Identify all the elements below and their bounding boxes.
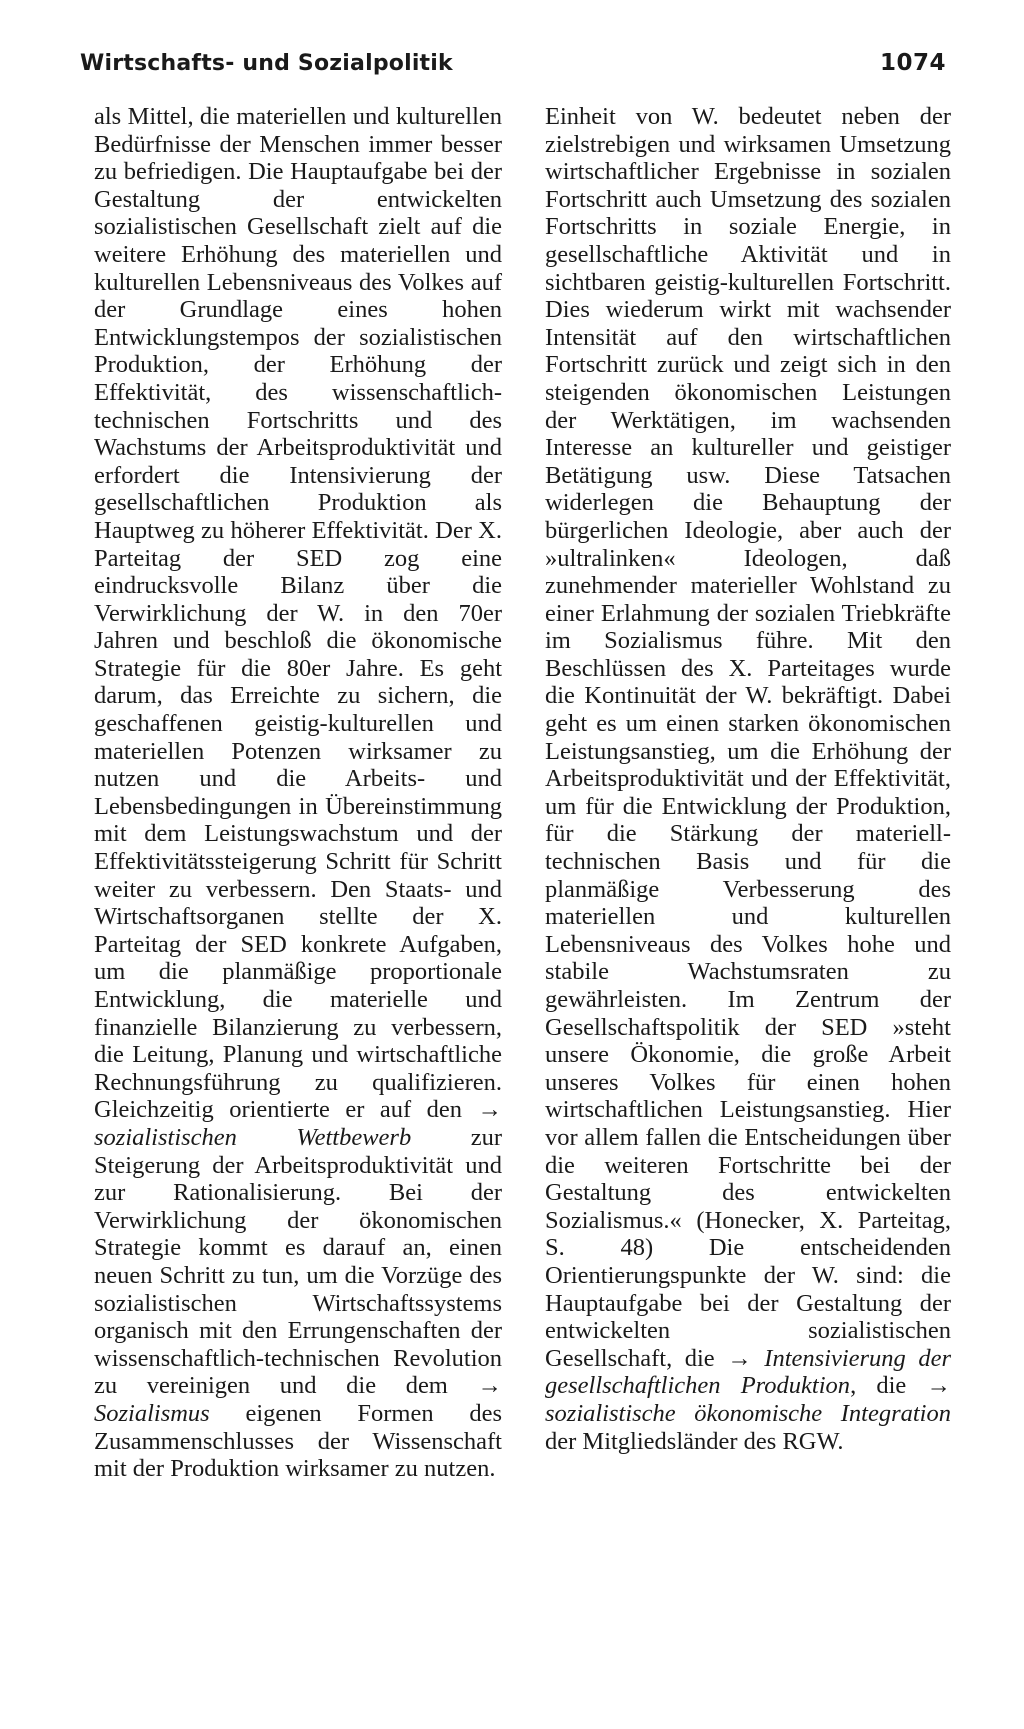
cross-reference-link[interactable]: Intensivierung der gesellschaftlichen Produktion <box>545 1344 951 1400</box>
page-number: 1074 <box>879 50 946 76</box>
text-segment: eigenen Formen des Zusammenschlusses der Wissenschaft mit der Produktion wirksamer zu nutzen. <box>94 1399 503 1483</box>
cross-reference-link[interactable]: sozialistischen Wettbewerb <box>94 1123 412 1151</box>
cross-reference-arrow-icon: → <box>727 1344 752 1372</box>
left-column <box>94 103 502 1483</box>
left-column-text <box>94 103 502 1483</box>
right-column-text <box>545 103 951 1455</box>
text-segment: der Mitgliedsländer des RGW. <box>545 1427 844 1455</box>
cross-reference-link[interactable]: Sozialismus <box>94 1399 210 1427</box>
text-segment: , die <box>850 1372 907 1400</box>
cross-reference-arrow-icon: → <box>926 1372 951 1400</box>
text-segment: Steigerung der Arbeitsproduktivität und zur Rationalisierung. Bei der Verwirklichung der ökonomischen Strategie kommt es darauf an, einen neuen Schritt zu tun, um die Vorzüge des sozialistischen Wirtschaftssystems organisch mit den Errungenschaften der wissenschaftlich-technischen Revolution zu vereinigen und die dem <box>94 1151 502 1400</box>
text-segment: zur <box>470 1123 502 1151</box>
cross-reference-arrow-icon: → <box>477 1372 502 1400</box>
text-segment: als Mittel, die materiellen und kulturellen Bedürfnisse der Menschen immer besser zu befriedigen. Die Hauptaufgabe bei der Gestaltung der entwickelten sozialistischen Gesellschaft zielt auf die weitere Erhöhung des materiellen und kulturellen Lebensniveaus des Volkes auf der Grundlage eines hohen Entwicklungstempos der sozialistischen Produktion, der Erhöhung der Effektivität, des wissenschaftlich-technischen Fortschritts und des Wachstums der Arbeitsproduktivität und erfordert die Intensivierung der gesellschaftlichen Produktion als Hauptweg zu höherer Effektivität. Der X. Parteitag der SED zog eine eindrucksvolle Bilanz über die Verwirklichung der W. in den 70er Jahren und beschloß die ökonomische Strategie für die 80er Jahre. Es geht darum, das Erreichte zu sichern, die geschaffenen geistig-kulturellen und materiellen Potenzen wirksamer zu nutzen und die Arbeits- und Lebensbedingungen in Übereinstimmung mit dem Leistungswachstum und der Effektivitätssteigerung Schritt für Schritt weiter zu verbessern. Den Staats- und Wirtschaftsorganen stellte der X. Parteitag der SED konkrete Aufgaben, um die planmäßige proportionale Entwicklung, die materielle und finanzielle Bilanzierung zu verbessern, die Leitung, Planung und wirtschaftliche Rechnungsführung zu qualifizieren. Gleichzeitig orientierte er auf den <box>94 103 502 1124</box>
running-head: Wirtschafts- und Sozialpolitik <box>80 51 453 76</box>
text-segment: Einheit von W. bedeutet neben der zielstrebigen und wirksamen Umsetzung wirtschaftlicher Ergebnisse in sozialen Fortschritt auch Umsetzung des sozialen Fortschritts in soziale Energie, in gesellschaftliche Aktivität und in sichtbaren geistig-kulturellen Fortschritt. Dies wiederum wirkt mit wachsender Intensität auf den wirtschaftlichen Fortschritt zurück und zeigt sich in den steigenden ökonomischen Leistungen der Werktätigen, im wachsenden Interesse an kultureller und geistiger Betätigung usw. Diese Tatsachen widerlegen die Behauptung der bürgerlichen Ideologie, aber auch der »ultralinken« Ideologen, daß zunehmender materieller Wohlstand zu einer Erlahmung der sozialen Triebkräfte im Sozialismus führe. Mit den Beschlüssen des X. Parteitages wurde die Kontinuität der W. bekräftigt. Dabei geht es um einen starken ökonomischen Leistungsanstieg, um die Erhöhung der Arbeitsproduktivität und der Effektivität, um für die Entwicklung der Produktion, für die Stärkung der materiell-technischen Basis und für die planmäßige Verbesserung des materiellen und kulturellen Lebensniveaus des Volkes hohe und stabile Wachstumsraten zu gewährleisten. Im Zentrum der Gesellschaftspolitik der SED »steht unsere Ökonomie, die große Arbeit unseres Volkes für einen hohen wirtschaftlichen Leistungsanstieg. Hier vor allem fallen die Entscheidungen über die weiteren Fortschritte bei der Gestaltung des entwickelten Sozialismus.« (Honecker, X. Parteitag, S. 48) Die entscheidenden Orientierungspunkte der W. sind: die Hauptaufgabe bei der Gestaltung der entwickelten sozialistischen Gesellschaft, die <box>545 103 951 1372</box>
page-header <box>80 50 946 90</box>
cross-reference-link[interactable]: sozialistische ökonomische Integration <box>545 1399 951 1427</box>
cross-reference-arrow-icon: → <box>477 1096 502 1124</box>
right-column <box>545 103 951 1455</box>
